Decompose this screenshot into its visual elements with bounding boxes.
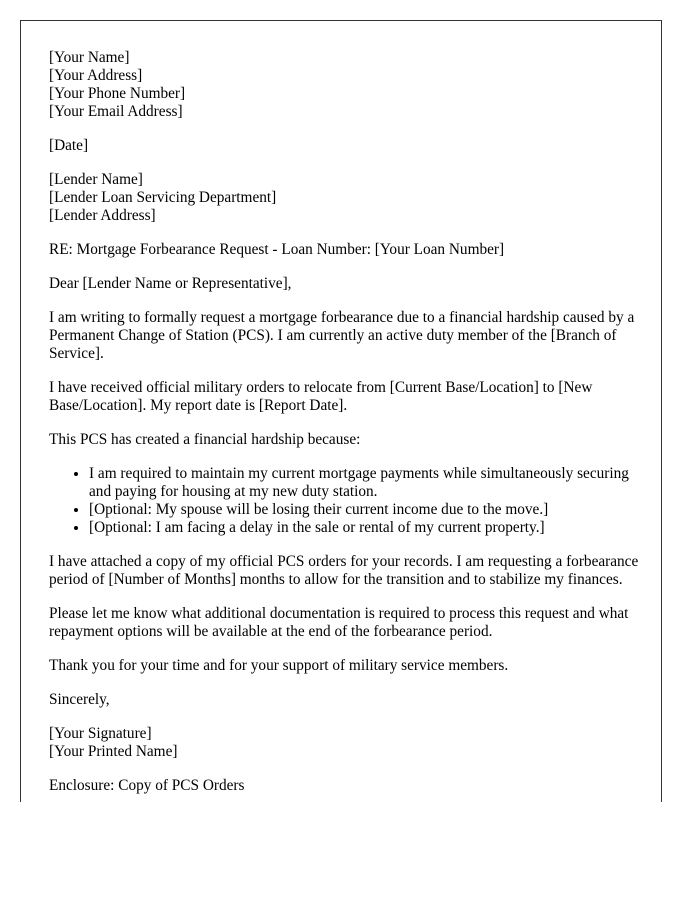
hardship-reasons-list [49, 465, 639, 537]
printed-name: [Your Printed Name] [49, 743, 178, 760]
enclosure-line: Enclosure: Copy of PCS Orders [49, 777, 245, 794]
sender-name: [Your Name] [49, 49, 130, 66]
hardship-lead-paragraph: This PCS has created a financial hardship because: [49, 431, 361, 448]
orders-paragraph: I have received official military orders to relocate from [Current Base/Location] to [New Base/Location]. My report date is [Report Date]. [49, 379, 593, 414]
attachment-paragraph: I have attached a copy of my official PCS orders for your records. I am requesting a forbearance period of [Number of Months] months to allow for the transition and to stabilize my finances. [49, 553, 639, 588]
thanks-paragraph: Thank you for your time and for your support of military service members. [49, 657, 509, 674]
lender-address: [Lender Address] [49, 207, 156, 224]
sender-address: [Your Address] [49, 67, 143, 84]
lender-name: [Lender Name] [49, 171, 143, 188]
salutation: Dear [Lender Name or Representative], [49, 275, 292, 292]
signature-line: [Your Signature] [49, 725, 152, 742]
list-item: • I am required to maintain my current mortgage payments while simultaneously securing and paying for housing at my new duty station. [89, 465, 639, 501]
intro-paragraph: I am writing to formally request a mortgage forbearance due to a financial hardship caused by a Permanent Change of Station (PCS). I am currently an active duty member of the [Branch of Service]. [49, 309, 635, 362]
closing: Sincerely, [49, 691, 110, 708]
letter-body [49, 49, 639, 802]
subject-line: RE: Mortgage Forbearance Request - Loan Number: [Your Loan Number] [49, 241, 505, 258]
letter-date: [Date] [49, 137, 89, 154]
sender-email: [Your Email Address] [49, 103, 183, 120]
recipient-address-block [49, 171, 639, 225]
lender-department: [Lender Loan Servicing Department] [49, 189, 277, 206]
list-item: • [Optional: My spouse will be losing their current income due to the move.] [89, 501, 639, 519]
sender-phone: [Your Phone Number] [49, 85, 186, 102]
request-paragraph: Please let me know what additional documentation is required to process this request and what repayment options will be available at the end of the forbearance period. [49, 605, 629, 640]
letter-page [20, 20, 662, 802]
signature-block [49, 725, 639, 761]
list-item: • [Optional: I am facing a delay in the sale or rental of my current property.] [89, 519, 639, 537]
sender-address-block [49, 49, 639, 121]
